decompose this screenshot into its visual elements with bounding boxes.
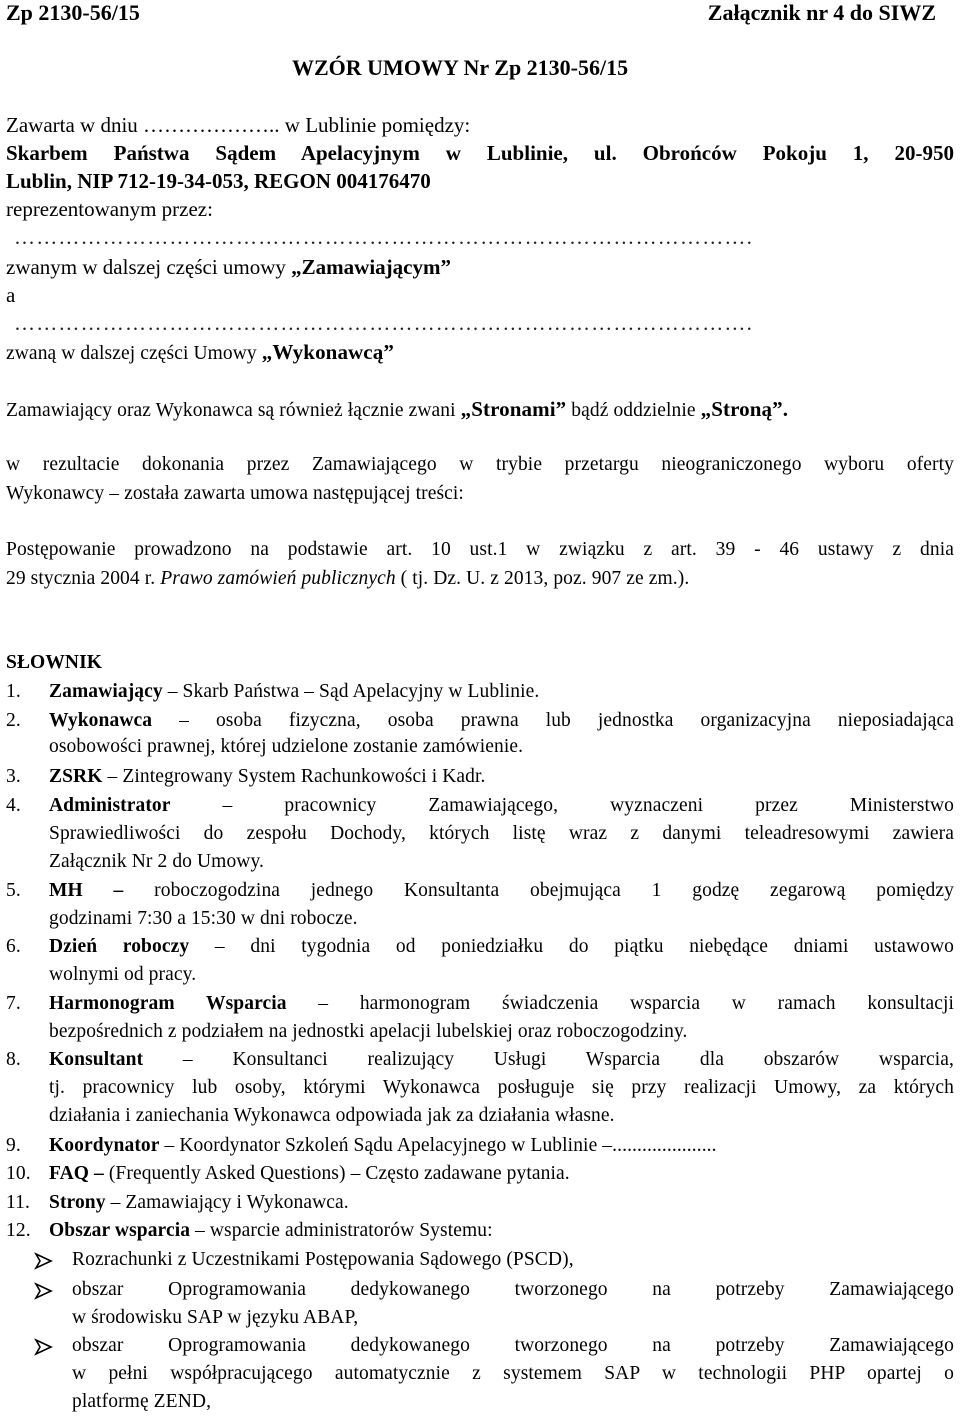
sides-prefix: Zamawiający oraz Wykonawca są również łącznie zwani [6,400,461,421]
item-number: 9. [6,1135,21,1156]
item-definition-cont: działania i zaniechania Wykonawca odpowiada jak za działania własne. [49,1105,615,1126]
item-definition: roboczogodzina jednego Konsultanta obejmująca 1 godzę zegarową pomiędzy [123,880,954,901]
bullet-text: obszar Oprogramowania dedykowanego tworzonego na potrzeby Zamawiającego [72,1335,954,1356]
item-definition-cont: godzinami 7:30 a 15:30 w dni robocze. [49,908,358,929]
item-number: 5. [6,880,21,901]
legal-basis-line2 [6,568,689,590]
item-definition: – Zamawiający i Wykonawca. [105,1192,349,1213]
client-name: „Zamawiającym” [291,255,451,279]
item-number: 6. [6,936,21,957]
item-term: Harmonogram Wsparcia [49,993,287,1014]
item-definition: – Konsultanci realizujący Usługi Wsparcia dla obszarów wsparcia, [143,1049,954,1070]
item-term: Koordynator [49,1135,160,1156]
item-number: 8. [6,1049,21,1070]
dotted-line-2: ………………………………………………………………………………………. [14,311,754,335]
item-term: ZSRK [49,766,103,787]
document-title: WZÓR UMOWY Nr Zp 2130-56/15 [292,55,629,80]
item-number: 12. [6,1220,31,1241]
item-term: Administrator [49,795,171,816]
sides-middle: bądź oddzielnie [566,400,701,421]
item-definition-cont: Sprawiedliwości do zespołu Dochody, których listę wraz z danymi teleadresowymi zawiera [49,823,954,844]
bullet-text-cont: w środowisku SAP w języku ABAP, [72,1307,359,1328]
item-definition: – Koordynator Szkoleń Sądu Apelacyjnego w Lublinie –..................... [159,1135,717,1156]
intro-line2: Wykonawcy – została zawarta umowa następującej treści: [6,483,464,504]
concluded-line: Zawarta w dniu ……………….. w Lublinie pomiędzy: [6,113,471,137]
item-definition-cont: Załącznik Nr 2 do Umowy. [49,851,265,872]
item-number: 1. [6,681,21,702]
sides-end: . [782,397,789,421]
legal-journal: ( tj. Dz. U. z 2013, poz. 907 ze zm.). [395,568,690,589]
bullet-text-cont: platformę ZEND, [72,1391,212,1412]
item-definition-cont: bezpośrednich z podziałem na jednostki apelacji lubelskiej oraz roboczogodziny. [49,1021,688,1042]
item-number: 10. [6,1163,31,1184]
called-contractor-prefix: zwaną w dalszej części Umowy [6,343,262,364]
item-term: Wykonawca [49,710,153,731]
item-number: 4. [6,795,21,816]
intro-line1: w rezultacie dokonania przez Zamawiającego w trybie przetargu nieograniczonego wyboru oferty [6,454,954,475]
sides-definition [6,397,788,422]
represented-by: reprezentowanym przez: [6,197,213,221]
item-definition-cont: osobowości prawnej, której udzielone zostanie zamówienie. [49,736,524,757]
item-definition: – osoba fizyczna, osoba prawna lub jednostka organizacyjna nieposiadająca [152,710,954,731]
item-number: 3. [6,766,21,787]
case-number: Zp 2130-56/15 [6,0,140,25]
item-definition-cont: wolnymi od pracy. [49,964,197,985]
item-number: 11. [6,1192,30,1213]
item-definition: (Frequently Asked Questions) – Często zadawane pytania. [103,1163,570,1184]
item-definition: – harmonogram świadczenia wsparcia w ramach konsultacji [286,993,954,1014]
item-definition: – Skarb Państwa – Sąd Apelacyjny w Lublinie. [162,681,540,702]
item-definition: – Zintegrowany System Rachunkowości i Kadr. [102,766,486,787]
called-client-prefix: zwanym w dalszej części umowy [6,255,292,279]
item-term: Strony [49,1192,106,1213]
glossary-heading: SŁOWNIK [6,652,103,673]
sides-name-plural: „Stronami” [460,397,567,421]
legal-act-name: Prawo zamówień publicznych [160,568,396,589]
party1-line2: Lublin, NIP 712-19-34-053, REGON 004176470 [6,169,431,193]
item-term: Zamawiający [49,681,163,702]
item-term: MH – [49,880,124,901]
item-number: 7. [6,993,21,1014]
bullet-text-cont: w pełni współpracującego automatycznie z systemem SAP w technologii PHP opartej o [72,1363,954,1384]
item-term: FAQ – [49,1163,104,1184]
called-client [6,255,451,280]
item-definition: – dni tygodnia od poniedziałku do piątku niebędące dniami ustawowo [189,936,954,957]
and-word: a [6,283,16,307]
party1-line1: Skarbem Państwa Sądem Apelacyjnym w Lublinie, ul. Obrońców Pokoju 1, 20-950 [6,141,954,165]
sides-name-singular: „Stroną” [700,397,783,421]
item-number: 2. [6,710,21,731]
called-contractor [6,340,394,365]
arrow-bullet-icon [33,1252,55,1270]
item-term: Obszar wsparcia [49,1220,191,1241]
bullet-text: Rozrachunki z Uczestnikami Postępowania Sądowego (PSCD), [72,1249,574,1270]
arrow-bullet-icon [33,1338,55,1356]
arrow-bullet-icon [33,1282,55,1300]
dotted-line-1: ………………………………………………………………………………………. [14,225,754,249]
legal-basis-line1: Postępowanie prowadzono na podstawie art. 10 ust.1 w związku z art. 39 - 46 ustawy z dnia [6,539,954,560]
legal-date: 29 stycznia 2004 r. [6,568,161,589]
item-definition: – pracownicy Zamawiającego, wyznaczeni przez Ministerstwo [170,795,954,816]
item-term: Dzień roboczy [49,936,190,957]
item-definition: – wsparcie administratorów Systemu: [190,1220,493,1241]
contractor-name: „Wykonawcą” [261,340,394,364]
item-definition-cont: tj. pracownicy lub osoby, którymi Wykonawca posługuje się przy realizacji Umowy, za których [49,1077,954,1098]
bullet-text: obszar Oprogramowania dedykowanego tworzonego na potrzeby Zamawiającego [72,1279,954,1300]
attachment-label: Załącznik nr 4 do SIWZ [707,0,936,25]
item-term: Konsultant [49,1049,144,1070]
